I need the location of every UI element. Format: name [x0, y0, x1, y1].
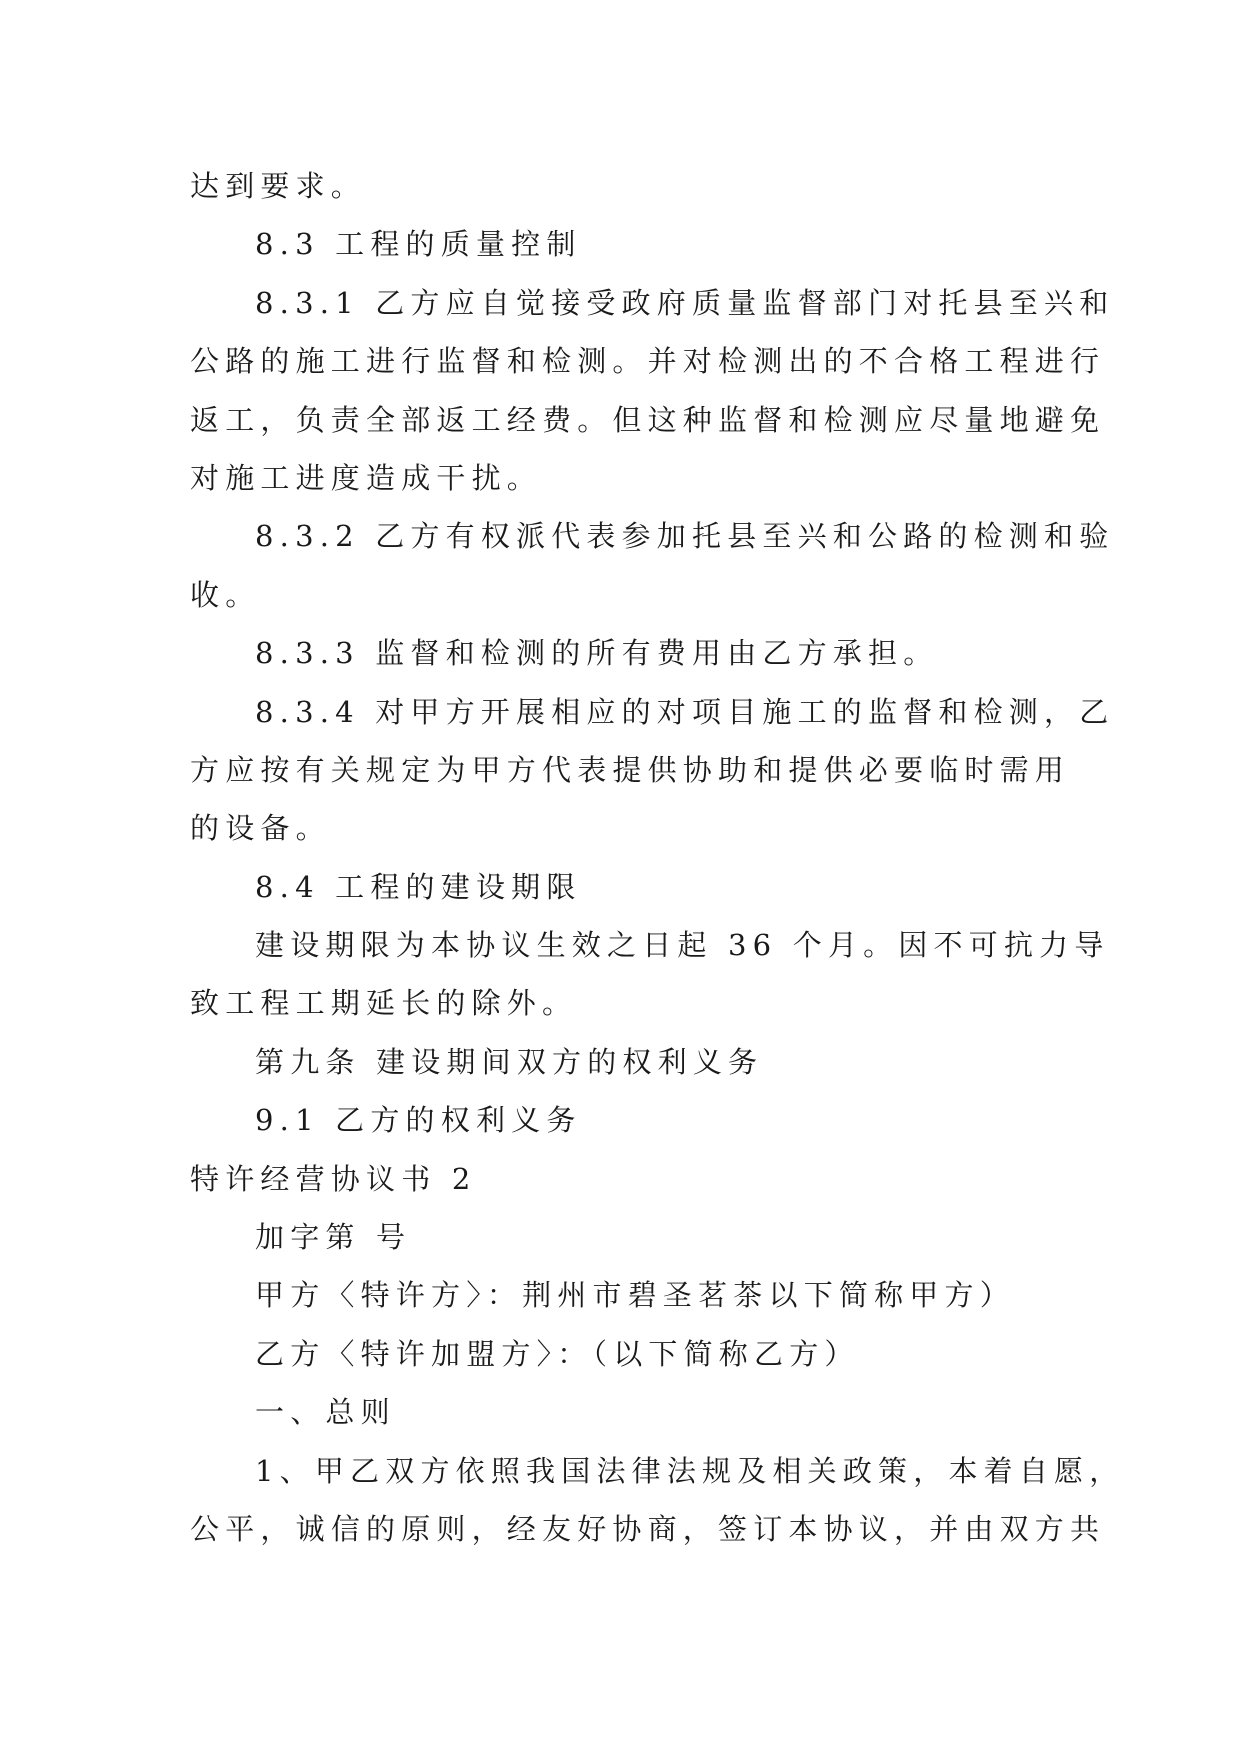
text-line: 的设备。 [190, 811, 331, 846]
party-b-line: 乙方〈特许加盟方〉：（以下简称乙方） [255, 1336, 860, 1371]
section-heading: 一、总则 [255, 1395, 396, 1430]
section-heading: 9.1 乙方的权利义务 [255, 1103, 582, 1138]
text-line: 1、甲乙双方依照我国法律法规及相关政策，本着自愿， [255, 1453, 1125, 1488]
text-line: 8.3.4 对甲方开展相应的对项目施工的监督和检测，乙 [255, 694, 1115, 729]
text-line: 返工，负责全部返工经费。但这种监督和检测应尽量地避免 [190, 402, 1106, 437]
text-line: 方应按有关规定为甲方代表提供协助和提供必要临时需用 [190, 752, 1071, 787]
text-line: 达到要求。 [190, 169, 367, 203]
party-a-line: 甲方〈特许方〉：荆州市碧圣茗茶以下简称甲方） [255, 1278, 1015, 1313]
text-line: 加字第 号 [255, 1220, 412, 1255]
section-heading: 8.3 工程的质量控制 [255, 227, 582, 262]
document-body [190, 157, 1125, 1558]
section-heading: 8.4 工程的建设期限 [255, 869, 582, 904]
text-line: 建设期限为本协议生效之日起 36 个月。因不可抗力导 [255, 928, 1110, 963]
article-heading: 第九条 建设期间双方的权利义务 [255, 1044, 764, 1079]
text-line: 8.3.3 监督和检测的所有费用由乙方承担。 [255, 636, 939, 671]
text-line: 8.3.1 乙方应自觉接受政府质量监督部门对托县至兴和 [255, 285, 1115, 320]
text-line: 致工程工期延长的除外。 [190, 986, 578, 1021]
text-line: 公平，诚信的原则，经友好协商，签订本协议，并由双方共 [190, 1511, 1106, 1546]
text-line: 收。 [190, 577, 261, 612]
text-line: 8.3.2 乙方有权派代表参加托县至兴和公路的检测和验 [255, 519, 1115, 554]
text-line: 公路的施工进行监督和检测。并对检测出的不合格工程进行 [190, 344, 1106, 379]
text-line: 对施工进度造成干扰。 [190, 460, 543, 495]
document-title: 特许经营协议书 2 [190, 1161, 477, 1196]
